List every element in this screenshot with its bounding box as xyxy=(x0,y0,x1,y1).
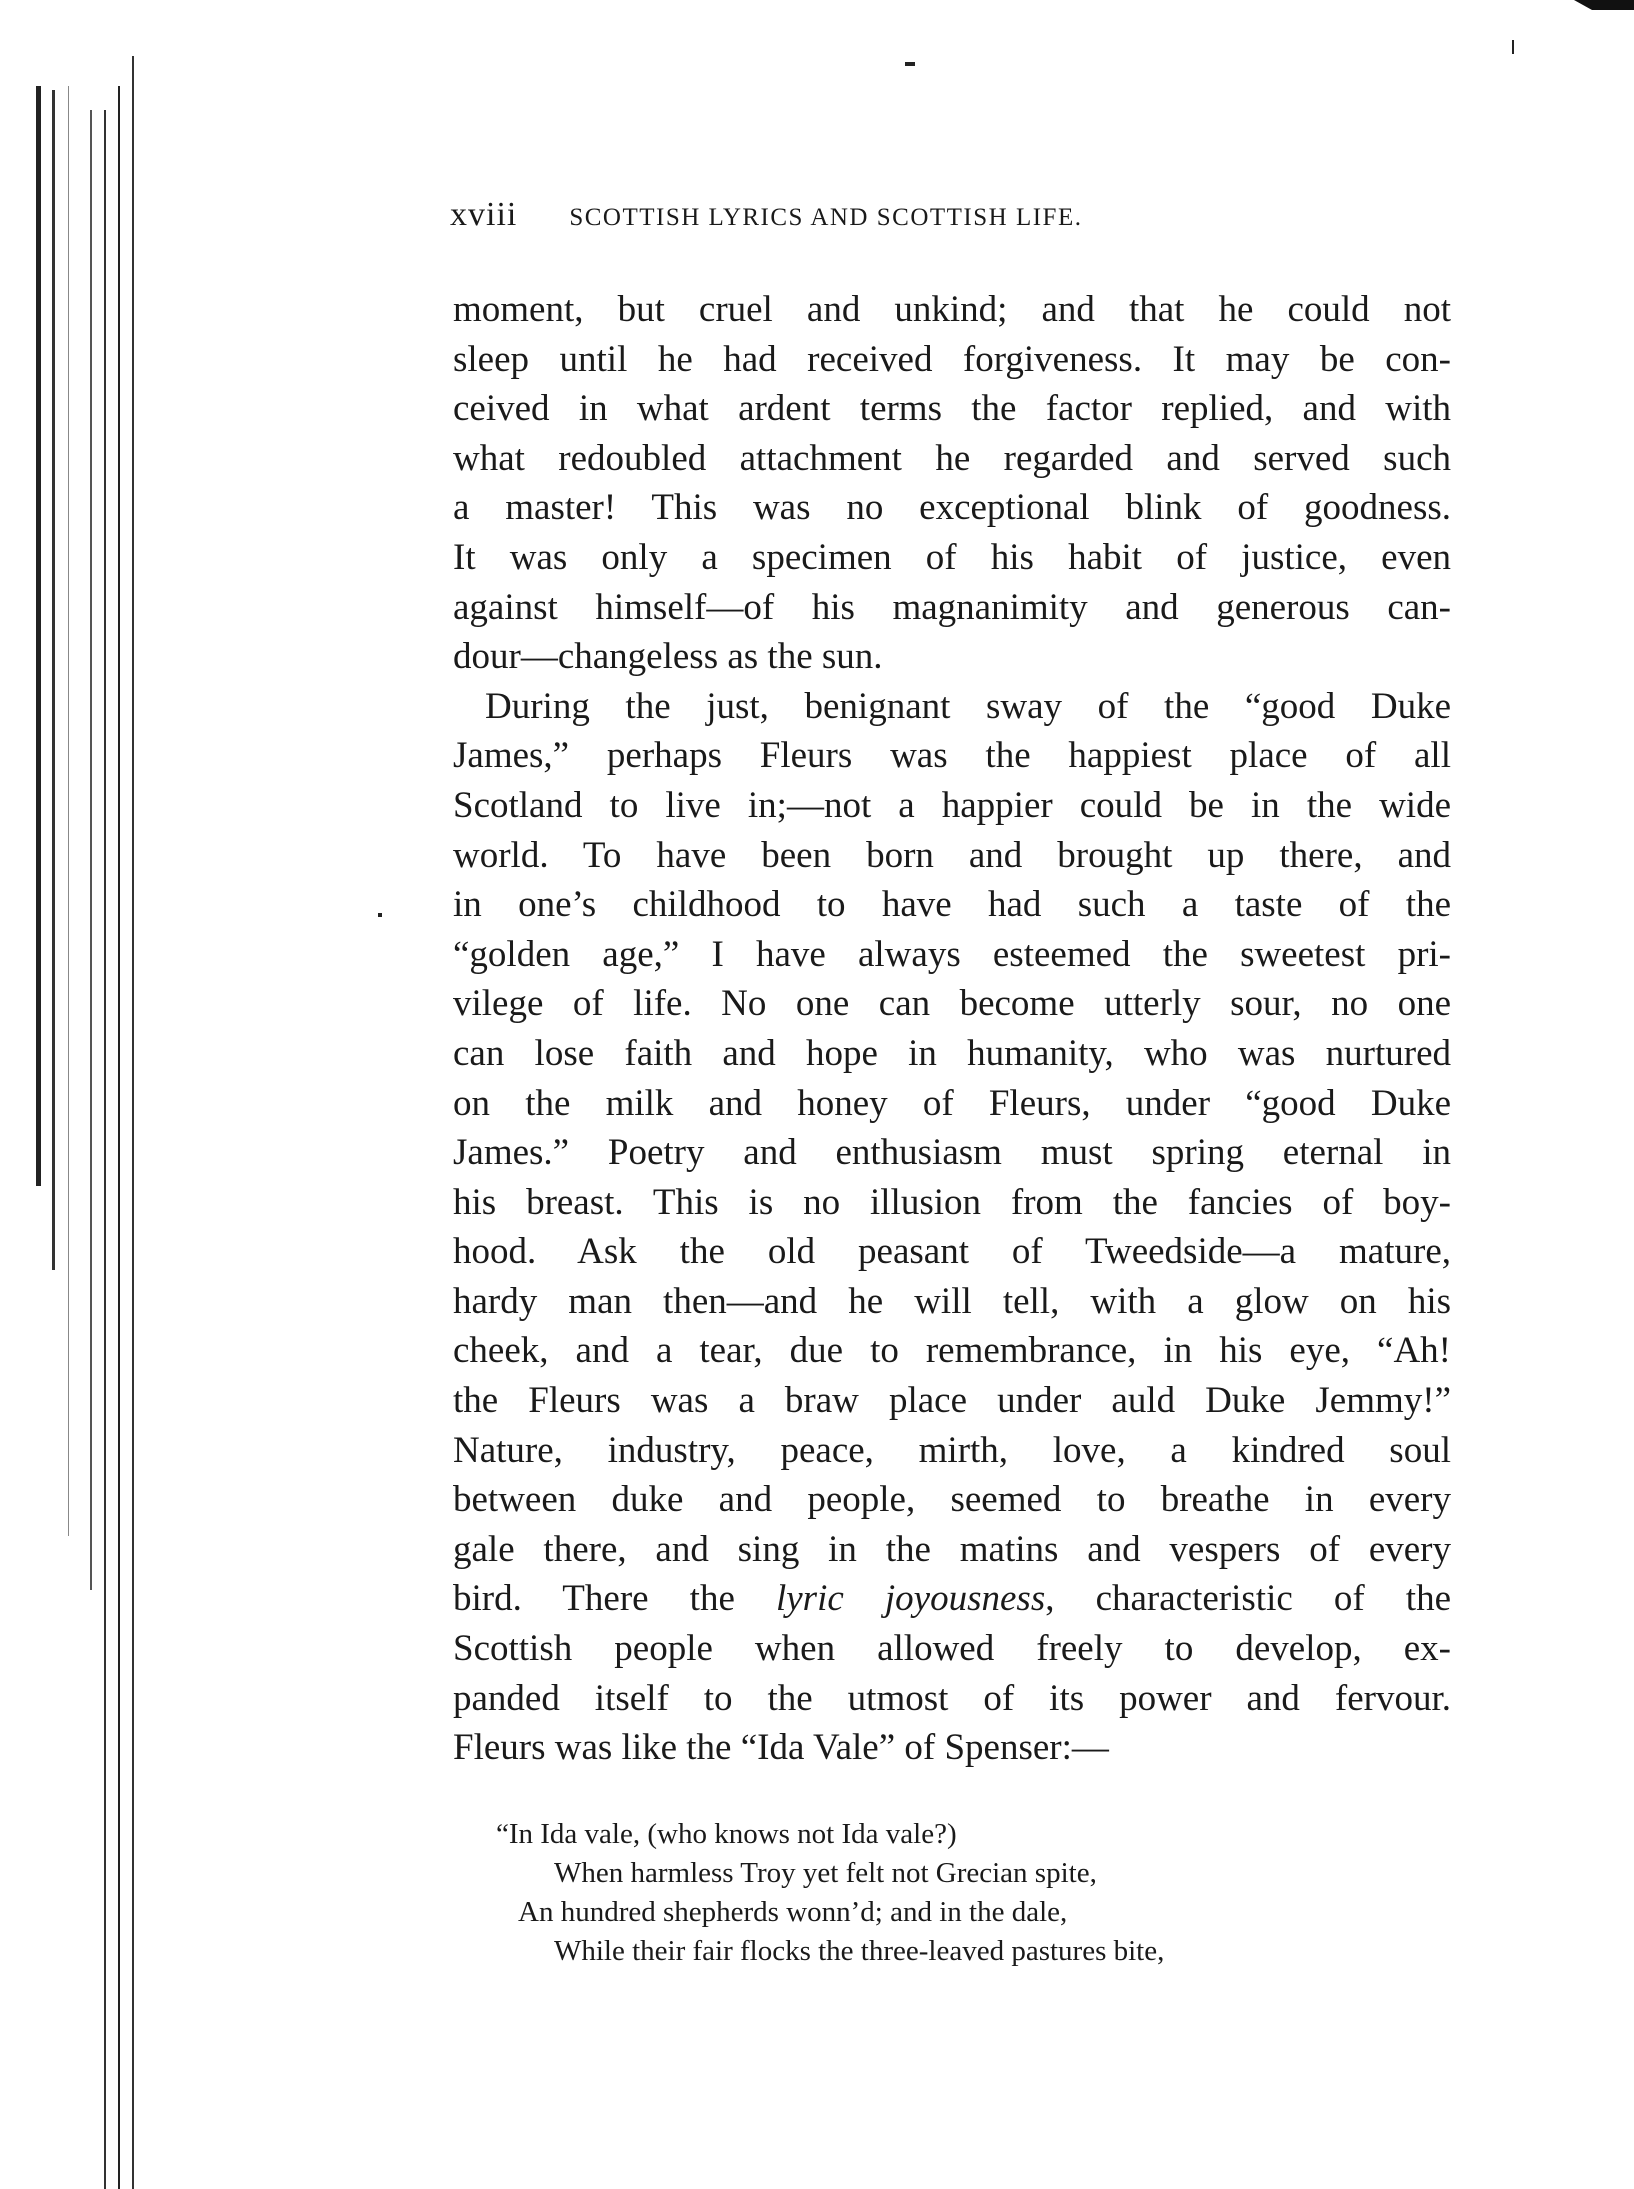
text-line: ceived in what ardent terms the factor replied, and with xyxy=(453,388,1451,430)
binding-shadow xyxy=(52,90,55,1270)
text-line: James,” perhaps Fleurs was the happiest place of all xyxy=(453,735,1451,777)
text-line: During the just, benignant sway of the “good Duke xyxy=(485,685,1451,727)
text-line: his breast. This is no illusion from the fancies of boy- xyxy=(453,1181,1451,1223)
text-line: between duke and people, seemed to breathe in every xyxy=(453,1479,1451,1521)
text-line: It was only a specimen of his habit of justice, even xyxy=(453,536,1451,578)
text-line: against himself—of his magnanimity and generous can- xyxy=(453,586,1451,628)
scan-speck xyxy=(1512,40,1514,54)
binding-edge xyxy=(118,86,120,2189)
emphasis: lyric joyousness xyxy=(775,1578,1046,1620)
text-line: vilege of life. No one can become utterly sour, no one xyxy=(453,983,1451,1025)
text-line: Fleurs was like the “Ida Vale” of Spenser:— xyxy=(453,1727,1109,1769)
text-line: can lose faith and hope in humanity, who was nurtured xyxy=(453,1032,1451,1074)
verse-quotation xyxy=(496,1815,1396,1971)
text-line: the Fleurs was a braw place under auld Duke Jemmy!” xyxy=(453,1380,1451,1422)
text-line: Scotland to live in;—not a happier could be in the wide xyxy=(453,784,1451,826)
text-line: hardy man then—and he will tell, with a glow on his xyxy=(453,1280,1451,1322)
binding-shadow xyxy=(90,110,92,1590)
text-line: gale there, and sing in the matins and vespers of every xyxy=(453,1528,1451,1570)
verse-line: An hundred shepherds wonn’d; and in the dale, xyxy=(518,1896,1068,1928)
text-line: James.” Poetry and enthusiasm must spring eternal in xyxy=(453,1132,1451,1174)
binding-edge xyxy=(104,110,106,2189)
binding-edge xyxy=(132,56,134,2189)
scan-speck xyxy=(905,62,915,66)
text-line: world. To have been born and brought up there, and xyxy=(453,834,1451,876)
text-line: cheek, and a tear, due to remembrance, in his eye, “Ah! xyxy=(453,1330,1451,1372)
text-line: Nature, industry, peace, mirth, love, a kindred soul xyxy=(453,1429,1451,1471)
text-line: “golden age,” I have always esteemed the sweetest pri- xyxy=(453,933,1451,975)
body-text xyxy=(453,285,1451,1773)
text-line: in one’s childhood to have had such a taste of the xyxy=(453,884,1451,926)
text-line: Scottish people when allowed freely to develop, ex- xyxy=(453,1628,1451,1670)
verse-line: While their fair flocks the three-leaved pastures bite, xyxy=(554,1935,1165,1967)
scan-speck xyxy=(378,913,382,917)
text-line: moment, but cruel and unkind; and that he could not xyxy=(453,289,1451,330)
text-line: sleep until he had received forgiveness. It may be con- xyxy=(453,338,1451,380)
binding-shadow xyxy=(36,86,41,1186)
verse-line: When harmless Troy yet felt not Grecian spite, xyxy=(554,1857,1097,1889)
verse-line: “In Ida vale, (who knows not Ida vale?) xyxy=(496,1818,957,1850)
text-line: panded itself to the utmost of its power and fervour. xyxy=(453,1677,1451,1719)
binding-shadow xyxy=(68,86,69,1536)
text-line: bird. There the lyric joyousness, characteristic of the xyxy=(453,1578,1452,1620)
text-line: a master! This was no exceptional blink of goodness. xyxy=(453,487,1451,529)
page-header xyxy=(450,196,1300,234)
page-number: xviii xyxy=(450,196,518,233)
text-line: dour—changeless as the sun. xyxy=(453,636,883,678)
running-head: SCOTTISH LYRICS AND SCOTTISH LIFE. xyxy=(569,204,1083,231)
text-line: what redoubled attachment he regarded and served such xyxy=(453,437,1451,479)
scan-corner-mark xyxy=(1574,0,1634,10)
text-line: on the milk and honey of Fleurs, under “good Duke xyxy=(453,1082,1451,1124)
text-line: hood. Ask the old peasant of Tweedside—a mature, xyxy=(453,1231,1451,1273)
